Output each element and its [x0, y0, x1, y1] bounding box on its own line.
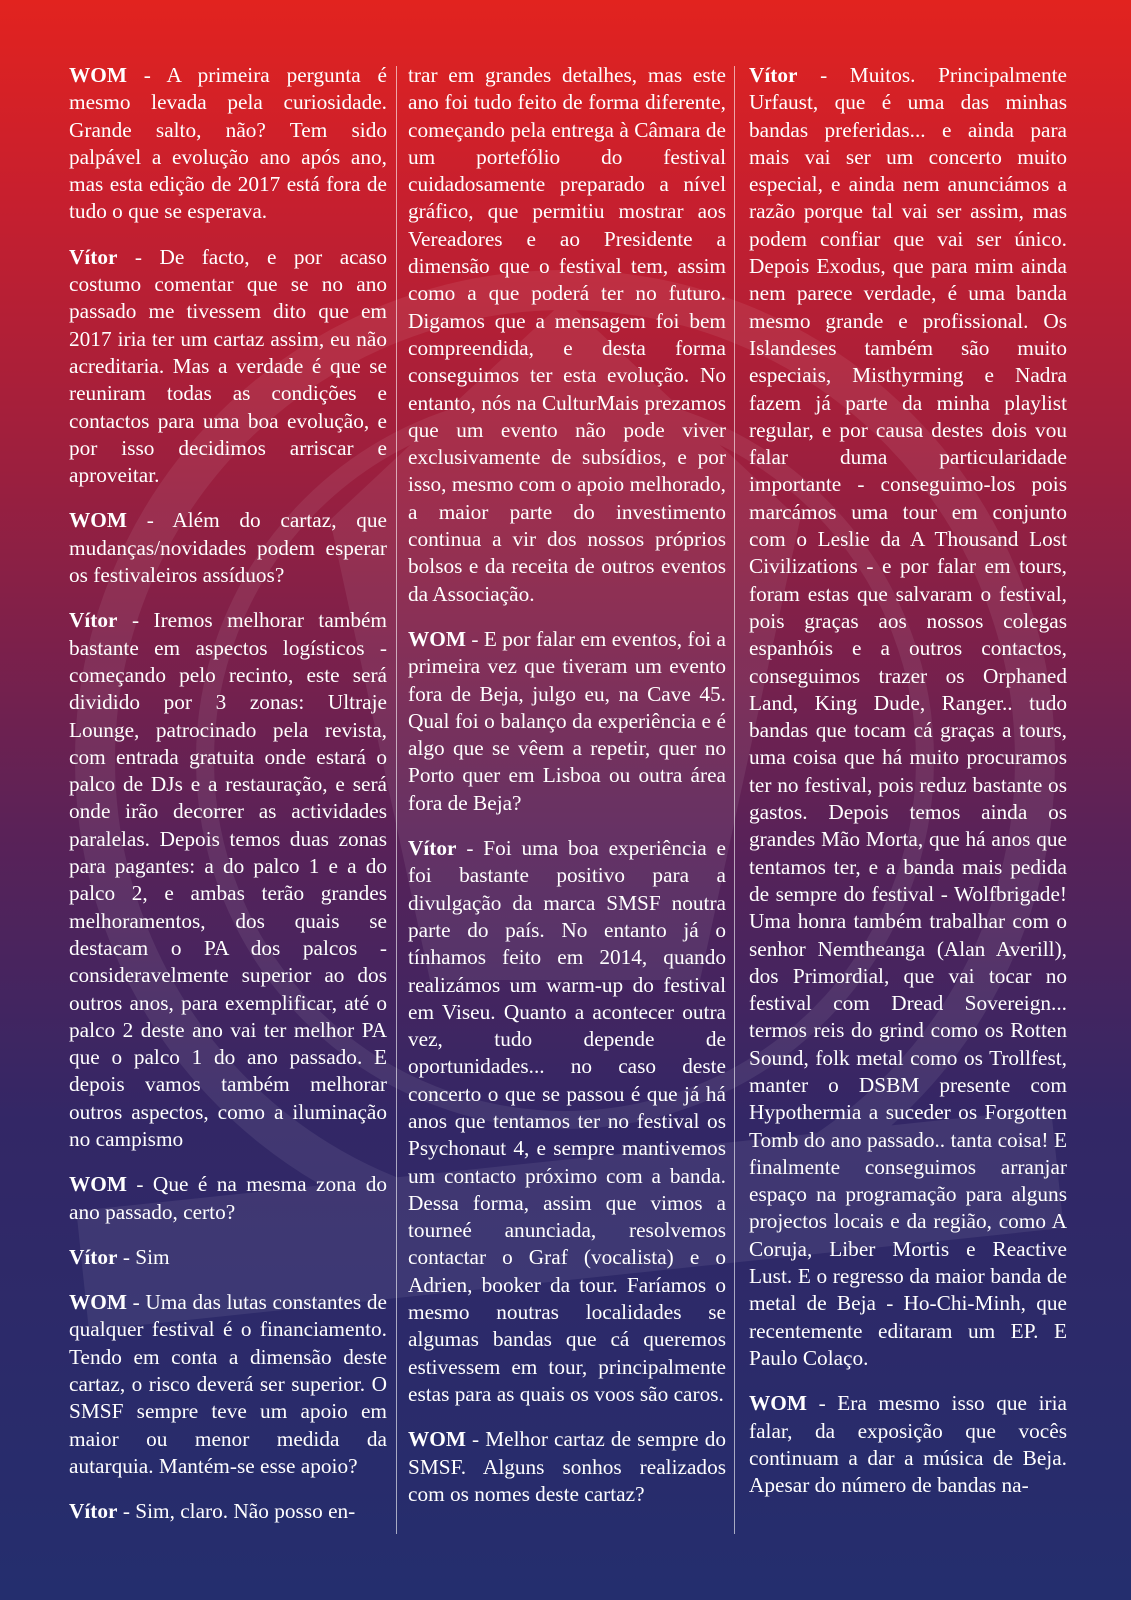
- paragraph-text: - A primeira pergunta é mesmo levada pela curiosidade. Grande salto, não? Tem sido palpável a evolução ano após ano, mas esta edição de 2017 está fora de tudo o que se esperava.: [69, 63, 387, 224]
- speaker-label: WOM: [408, 1427, 466, 1452]
- paragraph-text: - Iremos melhorar também bastante em aspectos logísticos - começando pelo recinto, este será dividido por 3 zonas: Ultraje Lounge, patrocinado pela revista, com entrada gratuita onde estará o palco de DJs e a restauração, e será onde irão decorrer as actividades paralelas. Depois temos duas zonas para pagantes: a do palco 1 e a do palco 2, e ambas terão grandes melhoramentos, dos quais se destacam o PA dos palcos - consideravelmente superior ao dos outros anos, para exemplificar, até o palco 2 deste ano vai ter melhor PA que o palco 1 do ano passado. E depois vamos também melhorar outros aspectos, como a iluminação no campismo: [69, 608, 387, 1151]
- interview-paragraph: [408, 1426, 726, 1508]
- interview-paragraph: [408, 62, 726, 608]
- paragraph-text: - Era mesmo isso que iria falar, da exposição que vocês continuam a dar a música de Beja. Apesar do número de bandas na-: [749, 1391, 1067, 1498]
- speaker-label: Vítor: [749, 63, 798, 87]
- interview-paragraph: [408, 626, 726, 817]
- text-column-1: [69, 62, 387, 1544]
- interview-paragraph: [69, 607, 387, 1153]
- interview-paragraph: [69, 1289, 387, 1480]
- interview-paragraph: [69, 507, 387, 589]
- interview-paragraph: [69, 1244, 387, 1271]
- paragraph-text: - Foi uma boa experiência e foi bastante positivo para a divulgação da marca SMSF noutra parte do país. No entanto já o tínhamos feito em 2014, quando realizámos um warm-up do festival em Viseu. Quanto a acontecer outra vez, tudo depende de oportunidades... no caso deste concerto o que se passou é que já há anos que tentamos ter no festival os Psychonaut 4, e sempre mantivemos um contacto próximo com a banda. Dessa forma, assim que vimos a tourneé anunciada, resolvemos contactar o Graf (vocalista) e o Adrien, booker da tour. Faríamos o mesmo noutras localidades se algumas bandas que cá queremos estivessem em tour, principalmente estas para as quais os voos são caros.: [408, 836, 726, 1406]
- interview-paragraph: [408, 835, 726, 1408]
- paragraph-text: - Sim: [117, 1244, 170, 1269]
- column-divider-1: [396, 66, 397, 1534]
- speaker-label: Vítor: [69, 1244, 118, 1269]
- speaker-label: WOM: [69, 1290, 127, 1315]
- column-divider-2: [734, 66, 735, 1534]
- paragraph-text: - Sim, claro. Não posso en-: [117, 1499, 356, 1524]
- paragraph-text: - De facto, e por acaso costumo comentar que se no ano passado me tivessem dito que em 2017 iria ter um cartaz assim, eu não acreditaria. Mas a verdade é que se reuniram todas as condições e contactos para uma boa evolução, e por isso decidimos arriscar e aproveitar.: [69, 244, 387, 488]
- paragraph-text: - Melhor cartaz de sempre do SMSF. Alguns sonhos realizados com os nomes deste cartaz?: [408, 1427, 726, 1506]
- paragraph-text: - Além do cartaz, que mudanças/novidades podem esperar os festivaleiros assíduos?: [69, 508, 387, 588]
- paragraph-text: - Que é na mesma zona do ano passado, certo?: [69, 1172, 387, 1224]
- interview-paragraph: [749, 62, 1067, 1372]
- speaker-label: WOM: [749, 1391, 807, 1416]
- paragraph-text: - Muitos. Principalmente Urfaust, que é uma das minhas bandas preferidas... e ainda para mais vai ser um concerto muito especial, e ainda nem anunciámos a razão porque tal vai ser assim, mas podem confiar que vai ser único. Depois Exodus, que para mim ainda nem parece verdade, é uma banda mesmo grande e profissional. Os Islandeses também são muito especiais, Misthyrming e Nadra fazem já parte da minha playlist regular, e por causa destes dois vou falar duma particularidade importante - conseguimo-los pois marcámos uma tour em conjunto com o Leslie da A Thousand Lost Civilizations - e por falar em tours, foram estas que salvaram o festival, pois graças aos nossos colegas espanhóis e a outros contactos, conseguimos trazer os Orphaned Land, King Dude, Ranger.. tudo bandas que tocam cá graças a tours, uma coisa que há muito procuramos ter no festival, pois reduz bastante os gastos. Depois temos ainda os grandes Mão Morta, que há anos que tentamos ter, e a banda mais pedida de sempre do festival - Wolfbrigade! Uma honra também trabalhar com o senhor Nemtheanga (Alan Averill), dos Primordial, que vai tocar no festival com Dread Sovereign... termos reis do grind como os Rotten Sound, folk metal como os Trollfest, manter o DSBM presente com Hypothermia a suceder os Forgotten Tomb do ano passado.. tanta coisa! E finalmente conseguimos arranjar espaço na programação para alguns projectos locais e da região, como A Coruja, Liber Mortis e Reactive Lust. E o regresso da maior banda de metal de Beja - Ho-Chi-Minh, que recentemente editaram um EP. E Paulo Colaço.: [749, 63, 1067, 1370]
- speaker-label: Vítor: [69, 1499, 118, 1524]
- paragraph-text: - Uma das lutas constantes de qualquer festival é o financiamento. Tendo em conta a dimensão deste cartaz, o risco deverá ser superior. O SMSF sempre teve um apoio em maior ou menor medida da autarquia. Mantém-se esse apoio?: [69, 1290, 387, 1478]
- speaker-label: WOM: [69, 1172, 127, 1197]
- text-column-3: [749, 62, 1067, 1517]
- speaker-label: Vítor: [69, 244, 118, 269]
- paragraph-text: - E por falar em eventos, foi a primeira vez que tiveram um evento fora de Beja, julgo eu, na Cave 45. Qual foi o balanço da experiência e é algo que se vêem a repetir, quer no Porto quer em Lisboa ou outra área fora de Beja?: [408, 626, 726, 815]
- interview-paragraph: [69, 1171, 387, 1226]
- interview-paragraph: [69, 1498, 387, 1525]
- speaker-label: WOM: [69, 63, 127, 87]
- interview-paragraph: [69, 244, 387, 490]
- paragraph-text: trar em grandes detalhes, mas este ano foi tudo feito de forma diferente, começando pela entrega à Câmara de um portefólio do festival cuidadosamente preparado a nível gráfico, que permitiu mostrar aos Vereadores e ao Presidente a dimensão que o festival tem, assim como a que poderá ter no futuro. Digamos que a mensagem foi bem compreendida, e desta forma conseguimos ter esta evolução. No entanto, nós na CulturMais prezamos que um evento não pode viver exclusivamente de subsídios, e por isso, mesmo com o apoio melhorado, a maior parte do investimento continua a vir dos nossos próprios bolsos e da receita de outros eventos da Associação.: [408, 63, 726, 606]
- interview-paragraph: [69, 62, 387, 226]
- speaker-label: WOM: [408, 626, 466, 651]
- speaker-label: Vítor: [69, 608, 118, 633]
- text-column-2: [408, 62, 726, 1526]
- interview-paragraph: [749, 1390, 1067, 1499]
- speaker-label: WOM: [69, 508, 127, 533]
- speaker-label: Vítor: [408, 836, 457, 861]
